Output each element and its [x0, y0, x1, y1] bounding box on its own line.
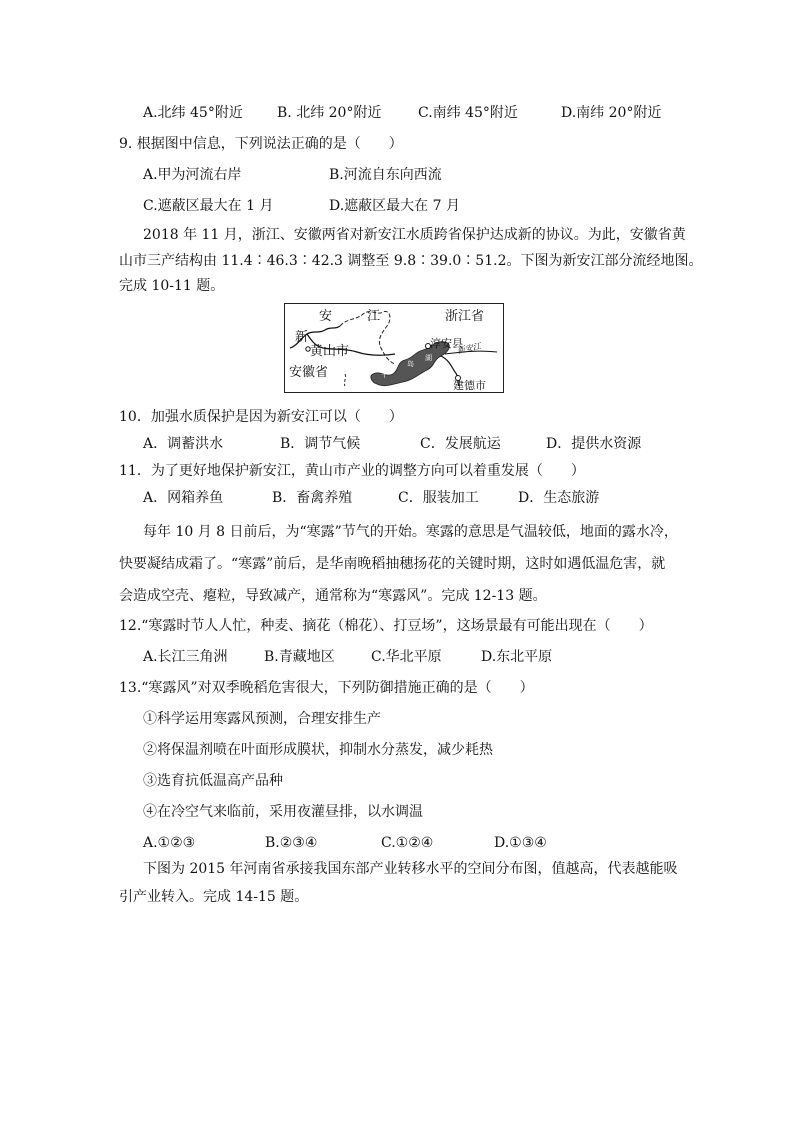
- q11-option-b: B．畜禽养殖: [272, 490, 353, 506]
- passage2-line-1: 每年 10 月 8 日前后，为“寒露”节气的开始。寒露的意思是气温较低，地面的露水冷，: [143, 524, 678, 540]
- q12-option-d: D.东北平原: [481, 649, 553, 665]
- q10-option-d: D．提供水资源: [546, 436, 642, 452]
- passage1-line-3: 完成 10-11 题。: [119, 278, 225, 294]
- q8-option-b: B. 北纬 20°附近: [277, 105, 382, 121]
- q9-stem: 9. 根据图中信息，下列说法正确的是（ ）: [119, 136, 403, 152]
- q13-option-b: B.②③④: [265, 835, 318, 851]
- map-label-huangshan: 黄山市: [310, 344, 350, 359]
- q9-option-a: A.甲为河流右岸: [143, 167, 242, 183]
- q8-option-d: D.南纬 20°附近: [561, 105, 662, 121]
- map-label-river: 新安江: [456, 341, 482, 356]
- passage2-line-2: 快要凝结成霜了。“寒露”前后，是华南晚稻抽穗扬花的关键时期，这时如遇低温危害，就: [119, 556, 666, 572]
- q11-option-c: C．服装加工: [398, 490, 479, 506]
- map-label-anhui: 安徽省: [289, 365, 329, 380]
- passage3-line-1: 下图为 2015 年河南省承接我国东部产业转移水平的空间分布图，值越高，代表越能吸: [143, 861, 678, 877]
- q12-stem: 12.“寒露时节人人忙，种麦、摘花（棉花）、打豆场”，这场景最有可能出现在（ ）: [119, 618, 653, 634]
- passage3-line-2: 引产业转入。完成 14-15 题。: [119, 889, 309, 905]
- map-label-an: 安: [319, 309, 333, 324]
- q13-item-1: ①科学运用寒露风预测，合理安排生产: [143, 711, 381, 727]
- q12-option-b: B.青藏地区: [264, 649, 335, 665]
- q8-option-a: A.北纬 45°附近: [143, 105, 243, 121]
- map-label-xin: 新: [295, 330, 309, 345]
- map-label-dao: 岛: [407, 360, 414, 368]
- map-label-jiande: 建德市: [453, 379, 486, 392]
- q12-option-a: A.长江三角洲: [143, 649, 228, 665]
- map-label-zhejiang: 浙江省: [445, 309, 485, 324]
- q13-item-3: ③选育抗低温高产品种: [143, 773, 283, 789]
- q13-option-a: A.①②③: [143, 835, 196, 851]
- q9-option-d: D.遮蔽区最大在 7 月: [329, 198, 460, 214]
- xinanjiang-map: [284, 303, 504, 393]
- q13-item-2: ②将保温剂喷在叶面形成膜状，抑制水分蒸发，减少耗热: [143, 742, 493, 758]
- passage2-line-3: 会造成空壳、瘪粒，导致减产，通常称为“寒露风”。完成 12-13 题。: [119, 588, 547, 604]
- map-label-chunan: 淳安县: [430, 337, 463, 350]
- q10-option-a: A．调蓄洪水: [143, 436, 224, 452]
- q10-option-b: B．调节气候: [280, 436, 361, 452]
- q10-stem: 10．加强水质保护是因为新安江可以（ ）: [119, 409, 403, 425]
- passage1-line-2: 山市三产结构由 11.4∶46.3∶42.3 调整至 9.8∶39.0∶51.2。下图为新安江部分流经地图。: [119, 253, 703, 269]
- q9-option-c: C.遮蔽区最大在 1 月: [143, 198, 274, 214]
- map-label-jiang: 江: [367, 309, 381, 324]
- q12-option-c: C.华北平原: [371, 649, 442, 665]
- q8-option-c: C.南纬 45°附近: [418, 105, 518, 121]
- map-label-qian: 千: [381, 371, 388, 379]
- q13-stem: 13.“寒露风”对双季晚稻危害很大，下列防御措施正确的是（ ）: [119, 680, 534, 696]
- q13-option-d: D.①③④: [494, 835, 547, 851]
- q11-option-d: D．生态旅游: [518, 490, 600, 506]
- q11-option-a: A．网箱养鱼: [143, 490, 224, 506]
- q13-item-4: ④在冷空气来临前，采用夜灌昼排，以水调温: [143, 804, 423, 820]
- q11-stem: 11．为了更好地保护新安江，黄山市产业的调整方向可以着重发展（ ）: [119, 463, 585, 479]
- q9-option-b: B.河流自东向西流: [329, 167, 442, 183]
- q13-option-c: C.①②④: [381, 835, 434, 851]
- map-label-hu: 湖: [425, 354, 432, 362]
- q10-option-c: C．发展航运: [420, 436, 501, 452]
- passage1-line-1: 2018 年 11 月，浙江、安徽两省对新安江水质跨省保护达成新的协议。为此，安徽省黄: [143, 227, 686, 243]
